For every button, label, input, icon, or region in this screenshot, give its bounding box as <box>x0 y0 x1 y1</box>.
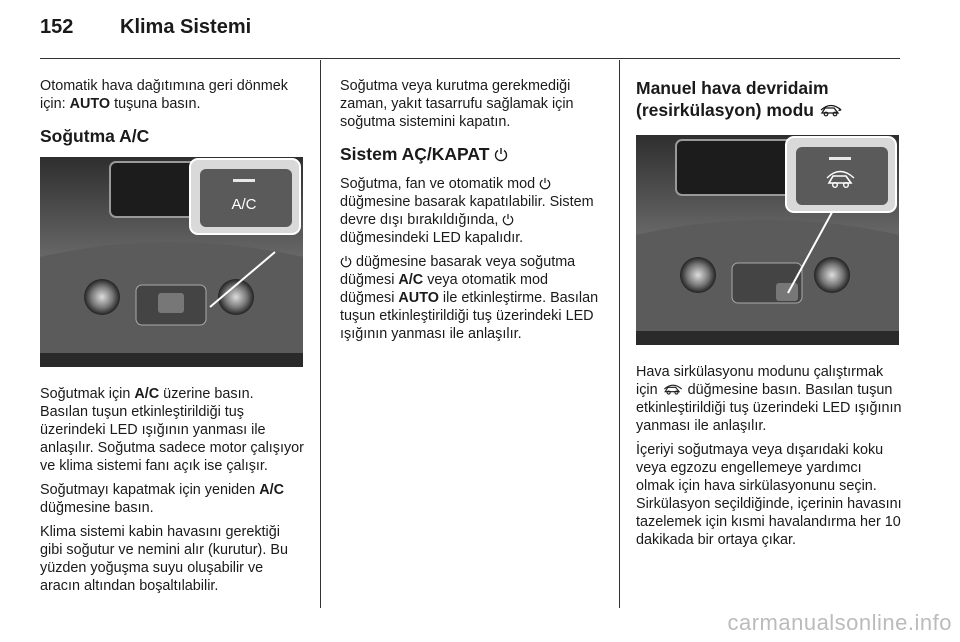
recirculation-heading: Manuel hava devridaim (resirkülasyon) modu <box>636 77 902 121</box>
column-divider-1 <box>320 60 321 608</box>
onoff-paragraph-2: düğmesine basarak veya soğutma düğmesi A/C veya otomatik mod düğmesi AUTO ile etkinleştirme. Basılan tuşun etkinleştirildiği tuş üzerindeki LED ışığının yanması ile anlaşılır. <box>340 254 599 342</box>
ac-button-photo <box>40 157 303 367</box>
power-icon <box>539 177 551 190</box>
recirculation-paragraph-1: Hava sirkülasyonu modunu çalıştırmak için düğmesine basın. Basılan tuşun etkinleştirildiği tuş üzerindeki LED ışığının yanması ile anlaşılır. <box>636 364 902 434</box>
power-icon <box>340 255 352 268</box>
photo-ac-label: A/C <box>231 196 257 213</box>
page-number: 152 <box>40 16 74 38</box>
system-onoff-heading: Sistem AÇ/KAPAT <box>340 143 605 165</box>
recirculation-button-photo <box>636 135 899 345</box>
onoff-paragraph-1: Soğutma, fan ve otomatik mod düğmesine basarak kapatılabilir. Sistem devre dışı bırakıldığında, düğmesindeki LED kapalıdır. <box>340 176 594 246</box>
watermark: carmanualsonline.info <box>727 610 952 635</box>
ac-paragraph-2: Soğutmayı kapatmak için yeniden A/C düğmesine basın. <box>40 482 284 516</box>
recirculation-icon <box>819 103 843 118</box>
column-2 <box>340 77 605 349</box>
page-header <box>40 16 251 46</box>
column-divider-2 <box>619 60 620 608</box>
column-1 <box>40 77 305 601</box>
power-icon <box>502 213 514 226</box>
fuel-save-paragraph: Soğutma veya kurutma gerekmediği zaman, yakıt tasarrufu sağlamak için soğutma sistemini kapatın. <box>340 78 574 130</box>
recirculation-icon <box>662 383 684 396</box>
chapter-title: Klima Sistemi <box>120 16 252 38</box>
ac-paragraph-3: Klima sistemi kabin havasını gerektiği gibi soğutur ve nemini alır (kurutur). Bu yüzden yoğuşma suyu oluşabilir ve aracın altından boşaltılabilir. <box>40 524 288 594</box>
ac-heading: Soğutma A/C <box>40 126 150 146</box>
header-rule <box>40 58 900 59</box>
column-3 <box>636 77 902 555</box>
power-icon <box>494 147 508 162</box>
auto-intro-paragraph: Otomatik hava dağıtımına geri dönmek için: AUTO tuşuna basın. <box>40 78 288 112</box>
ac-paragraph-1: Soğutmak için A/C üzerine basın. Basılan tuşun etkinleştirildiği tuş üzerindeki LED ışığının yanması ile anlaşılır. Soğutma sadece motor çalışıyor ve klima sistemi fanı açık ise çalışır. <box>40 386 304 474</box>
recirculation-paragraph-2: İçeriyi soğutmaya veya dışarıdaki koku veya egzozu engellemeye yardımcı olmak için hava sirkülasyonunu seçin. Sirkülasyon seçildiğinde, içerinin havasını tazelemek için kısmi havalandırma her 10 dakikada bir ortaya çıkar. <box>636 442 902 548</box>
